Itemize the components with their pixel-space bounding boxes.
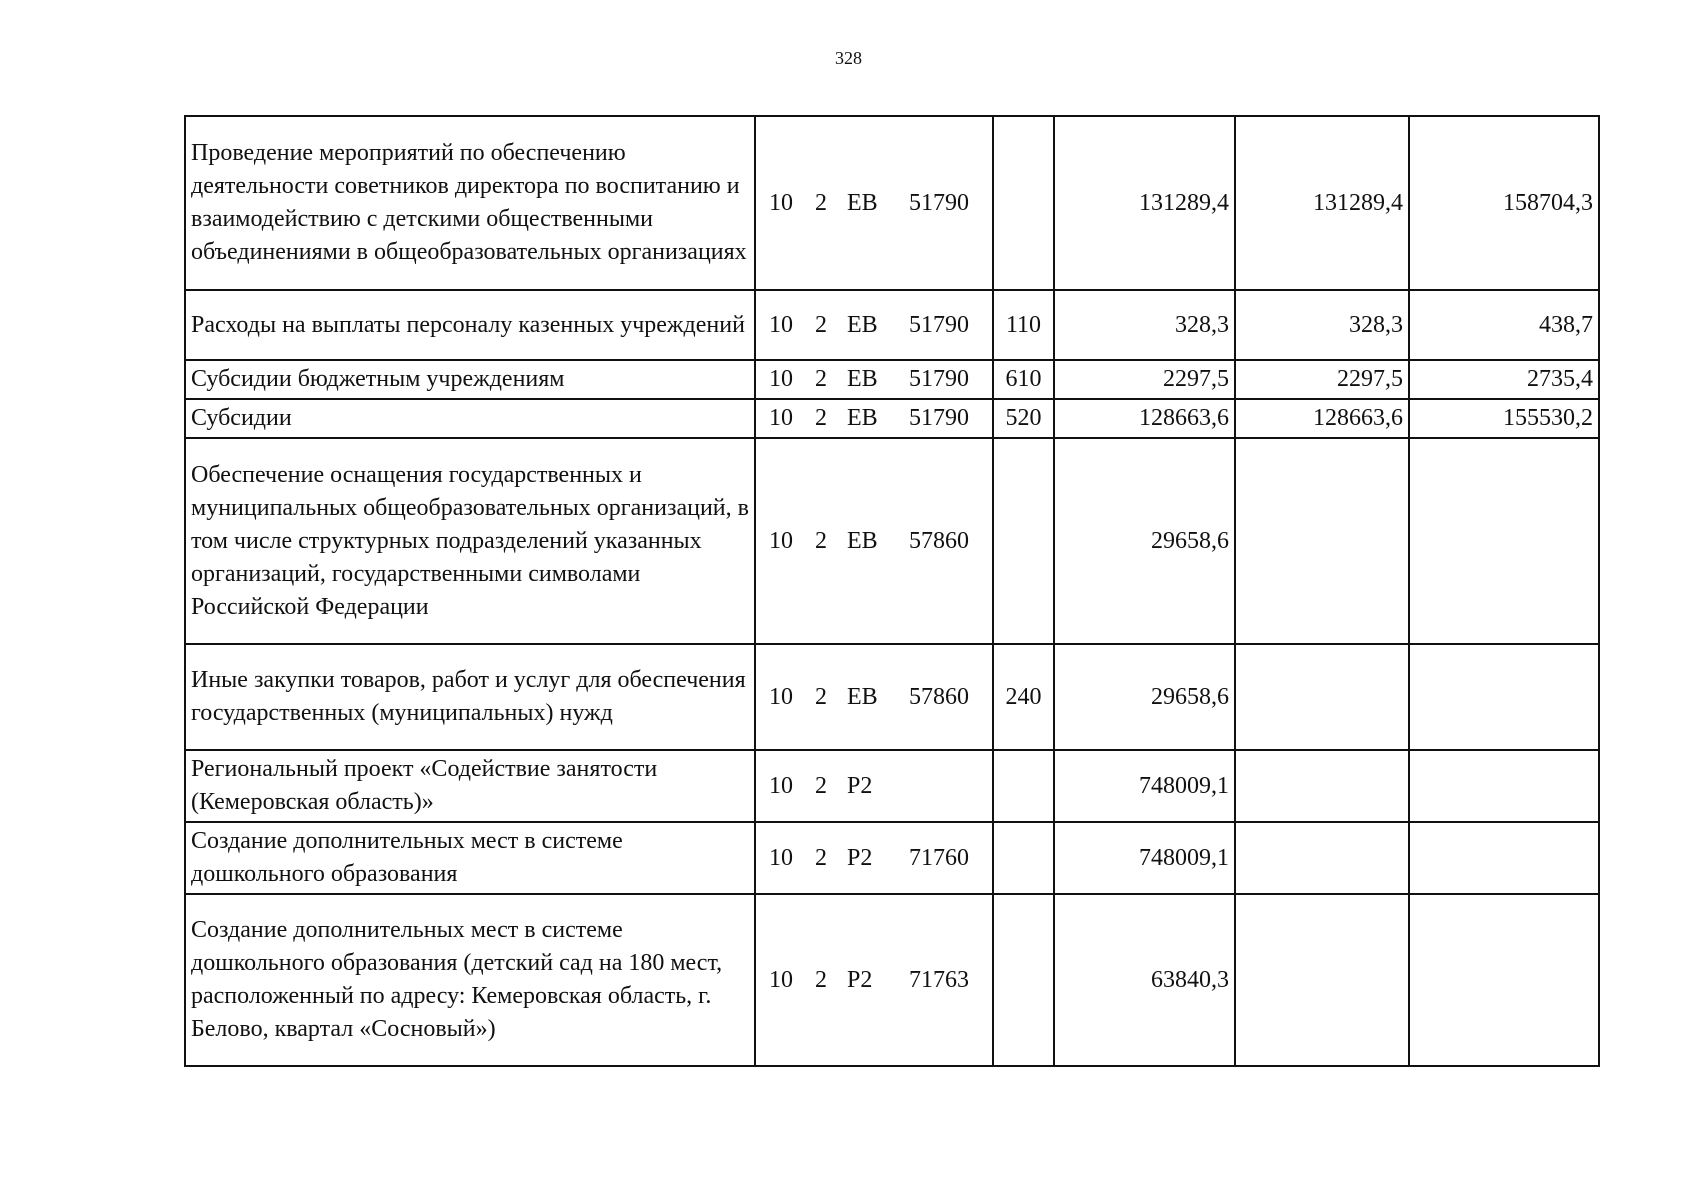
code-part-c4: 51790: [909, 405, 969, 431]
row-name: Иные закупки товаров, работ и услуг для обеспечения государственных (муниципальных) нужд: [185, 644, 755, 750]
row-name: Субсидии: [185, 399, 755, 438]
row-expense-type: 520: [993, 399, 1054, 438]
row-expense-type: [993, 116, 1054, 290]
code-part-c2: 2: [815, 311, 827, 338]
code-part-c4: 71763: [909, 966, 969, 993]
row-amount-1: 748009,1: [1054, 750, 1235, 822]
code-part-c3: Р2: [847, 966, 873, 993]
row-amount-3: 438,7: [1409, 290, 1599, 360]
row-amount-3: [1409, 644, 1599, 750]
row-name: Расходы на выплаты персоналу казенных учреждений: [185, 290, 755, 360]
row-amount-1: 131289,4: [1054, 116, 1235, 290]
code-part-c3: ЕВ: [847, 527, 878, 554]
page-number: 328: [835, 48, 862, 68]
row-code: [755, 750, 993, 822]
table-row: [185, 822, 1599, 894]
row-code: [755, 894, 993, 1066]
row-amount-2: 2297,5: [1235, 360, 1409, 399]
row-amount-1: 128663,6: [1054, 399, 1235, 438]
row-amount-1: 748009,1: [1054, 822, 1235, 894]
row-amount-3: [1409, 822, 1599, 894]
row-amount-3: 155530,2: [1409, 399, 1599, 438]
row-amount-1: 328,3: [1054, 290, 1235, 360]
code-part-c1: 10: [769, 966, 793, 993]
budget-table: [184, 115, 1600, 1067]
table-row: [185, 894, 1599, 1066]
row-code: [755, 360, 993, 399]
table-row: [185, 750, 1599, 822]
code-part-c2: 2: [815, 527, 827, 554]
code-part-c1: 10: [769, 366, 793, 392]
row-expense-type: 110: [993, 290, 1054, 360]
row-amount-2: 128663,6: [1235, 399, 1409, 438]
code-part-c1: 10: [769, 405, 793, 431]
code-part-c4: 57860: [909, 683, 969, 710]
code-part-c4: 51790: [909, 189, 969, 216]
row-amount-1: 29658,6: [1054, 438, 1235, 644]
code-part-c4: 51790: [909, 311, 969, 338]
code-part-c4: 71760: [909, 844, 969, 871]
row-expense-type: [993, 822, 1054, 894]
row-expense-type: 610: [993, 360, 1054, 399]
code-part-c2: 2: [815, 844, 827, 871]
code-part-c3: ЕВ: [847, 311, 878, 338]
row-name: Субсидии бюджетным учреждениям: [185, 360, 755, 399]
row-amount-2: 131289,4: [1235, 116, 1409, 290]
table-row: [185, 360, 1599, 399]
row-amount-3: [1409, 438, 1599, 644]
row-code: [755, 290, 993, 360]
code-part-c1: 10: [769, 772, 793, 799]
table-row: [185, 290, 1599, 360]
table-row: [185, 438, 1599, 644]
row-amount-2: [1235, 644, 1409, 750]
row-amount-2: [1235, 438, 1409, 644]
code-part-c3: ЕВ: [847, 189, 878, 216]
row-amount-2: 328,3: [1235, 290, 1409, 360]
code-part-c1: 10: [769, 527, 793, 554]
row-amount-3: 2735,4: [1409, 360, 1599, 399]
row-amount-2: [1235, 894, 1409, 1066]
code-part-c4: 51790: [909, 366, 969, 392]
code-part-c3: ЕВ: [847, 405, 878, 431]
row-name: Обеспечение оснащения государственных и муниципальных общеобразовательных организаций, в том числе структурных подразделений указанных организаций, государственными символами Российской Федерации: [185, 438, 755, 644]
row-amount-3: [1409, 750, 1599, 822]
row-code: [755, 822, 993, 894]
code-part-c1: 10: [769, 844, 793, 871]
row-amount-3: 158704,3: [1409, 116, 1599, 290]
code-part-c3: ЕВ: [847, 683, 878, 710]
code-part-c2: 2: [815, 966, 827, 993]
code-part-c2: 2: [815, 189, 827, 216]
row-amount-2: [1235, 822, 1409, 894]
row-name: Региональный проект «Содействие занятости (Кемеровская область)»: [185, 750, 755, 822]
row-code: [755, 399, 993, 438]
code-part-c4: 57860: [909, 527, 969, 554]
code-part-c1: 10: [769, 683, 793, 710]
code-part-c2: 2: [815, 405, 827, 431]
row-amount-1: 63840,3: [1054, 894, 1235, 1066]
row-name: Создание дополнительных мест в системе дошкольного образования: [185, 822, 755, 894]
row-amount-3: [1409, 894, 1599, 1066]
row-amount-2: [1235, 750, 1409, 822]
row-code: [755, 116, 993, 290]
row-name: Проведение мероприятий по обеспечению деятельности советников директора по воспитанию и взаимодействию с детскими общественными объединениями в общеобразовательных организациях: [185, 116, 755, 290]
code-part-c3: ЕВ: [847, 366, 878, 392]
row-code: [755, 438, 993, 644]
code-part-c1: 10: [769, 189, 793, 216]
code-part-c3: Р2: [847, 772, 873, 799]
row-amount-1: 29658,6: [1054, 644, 1235, 750]
code-part-c2: 2: [815, 683, 827, 710]
row-expense-type: [993, 438, 1054, 644]
row-name: Создание дополнительных мест в системе дошкольного образования (детский сад на 180 мест, расположенный по адресу: Кемеровская область, г. Белово, квартал «Сосновый»): [185, 894, 755, 1066]
table-row: [185, 399, 1599, 438]
code-part-c2: 2: [815, 772, 827, 799]
row-code: [755, 644, 993, 750]
row-expense-type: [993, 894, 1054, 1066]
code-part-c3: Р2: [847, 844, 873, 871]
table-row: [185, 644, 1599, 750]
code-part-c2: 2: [815, 366, 827, 392]
row-expense-type: 240: [993, 644, 1054, 750]
code-part-c1: 10: [769, 311, 793, 338]
table-row: [185, 116, 1599, 290]
row-expense-type: [993, 750, 1054, 822]
row-amount-1: 2297,5: [1054, 360, 1235, 399]
